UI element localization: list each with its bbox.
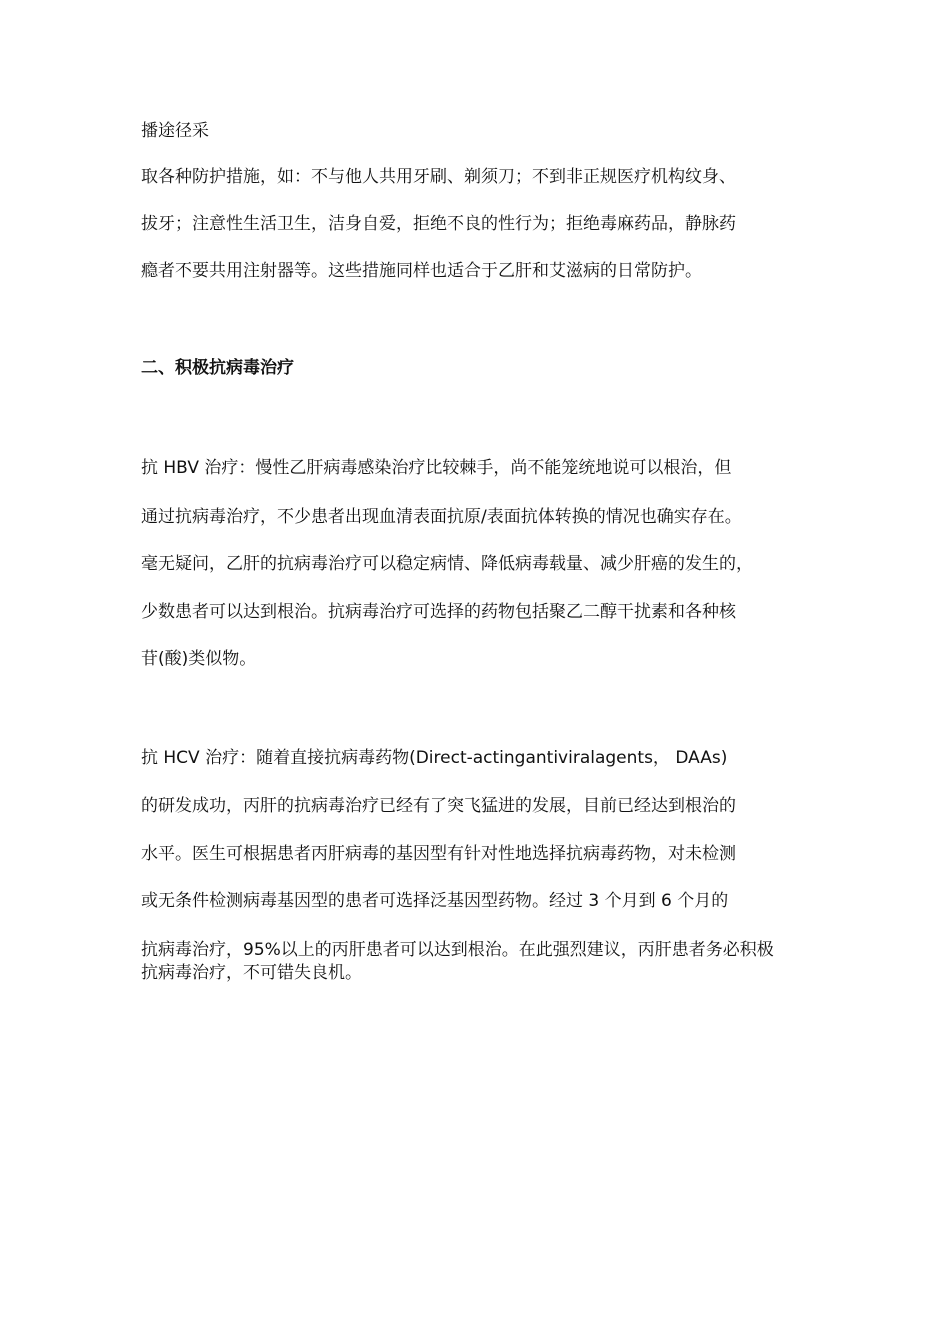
paragraph-line: 水平。医生可根据患者丙肝病毒的基因型有针对性地选择抗病毒药物，对未检测 bbox=[141, 844, 736, 864]
paragraph-line: 的研发成功，丙肝的抗病毒治疗已经有了突飞猛进的发展，目前已经达到根治的 bbox=[141, 796, 736, 816]
paragraph-line: 拔牙；注意性生活卫生，洁身自爱，拒绝不良的性行为；拒绝毒麻药品，静脉药 bbox=[141, 214, 736, 234]
paragraph-line: 抗病毒治疗，95%以上的丙肝患者可以达到根治。在此强烈建议，丙肝患者务必积极 bbox=[141, 940, 774, 960]
paragraph-line: 少数患者可以达到根治。抗病毒治疗可选择的药物包括聚乙二醇干扰素和各种核 bbox=[141, 602, 736, 622]
section-heading: 二、积极抗病毒治疗 bbox=[141, 358, 294, 378]
paragraph-line: 抗病毒治疗，不可错失良机。 bbox=[141, 963, 362, 983]
paragraph-line: 苷(酸)类似物。 bbox=[141, 649, 257, 669]
paragraph-line: 通过抗病毒治疗，不少患者出现血清表面抗原/表面抗体转换的情况也确实存在。 bbox=[141, 507, 742, 527]
paragraph-line: 瘾者不要共用注射器等。这些措施同样也适合于乙肝和艾滋病的日常防护。 bbox=[141, 261, 702, 281]
paragraph-line: 或无条件检测病毒基因型的患者可选择泛基因型药物。经过 3 个月到 6 个月的 bbox=[141, 891, 729, 911]
paragraph-line: 抗 HBV 治疗：慢性乙肝病毒感染治疗比较棘手，尚不能笼统地说可以根治，但 bbox=[141, 458, 732, 478]
paragraph-line: 取各种防护措施，如：不与他人共用牙刷、剃须刀；不到非正规医疗机构纹身、 bbox=[141, 167, 736, 187]
paragraph-line: 抗 HCV 治疗：随着直接抗病毒药物(Direct-actingantiviralagents， DAAs) bbox=[141, 748, 728, 768]
paragraph-line: 毫无疑问，乙肝的抗病毒治疗可以稳定病情、降低病毒载量、减少肝癌的发生的， bbox=[141, 554, 753, 574]
paragraph-line: 播途径采 bbox=[141, 121, 209, 141]
